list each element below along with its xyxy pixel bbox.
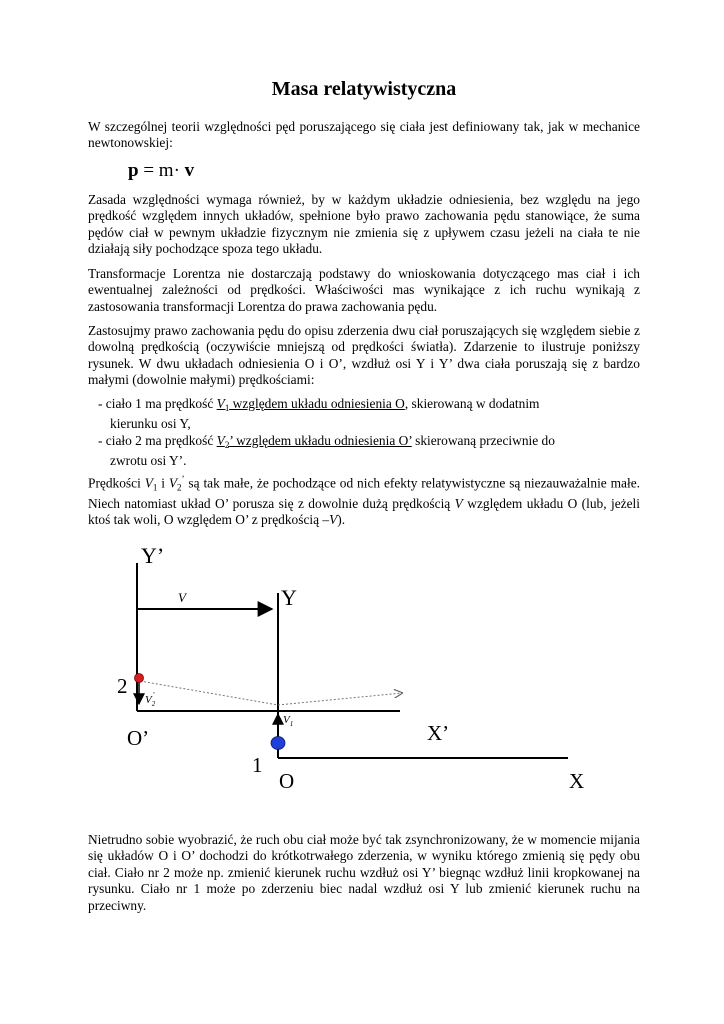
lorentz-paragraph: Transformacje Lorentza nie dostarczają podstawy do wnioskowania dotyczącego mas ciał i ich ewentualnej zależności od prędkości. Właściwości mas wynikające z ich ruchu wynikają z zastosowania transformacji Lorentza do prawa zachowania pędu. [88, 266, 640, 314]
label-yprime: Y’ [141, 543, 165, 568]
label-xprime: X’ [427, 721, 450, 745]
label-v: V [178, 590, 186, 605]
body-2 [135, 674, 144, 683]
formula-dot: · [173, 160, 185, 181]
label-body-2: 2 [117, 674, 128, 698]
formula-eq: = m [138, 160, 174, 181]
body-1 [271, 737, 285, 750]
label-body-1: 1 [252, 753, 263, 777]
dotted-trajectory-in [140, 681, 278, 705]
label-o: O [279, 769, 295, 793]
body-1-velocity-link: $V_1$ względem układu odniesienia O [216, 396, 405, 413]
label-oprime: O’ [127, 726, 150, 750]
list-item-body-1: - ciało 1 ma prędkość $V_1$ względem układu odniesienia O, skierowaną w dodatnim kierunku osi Y, [98, 396, 540, 432]
velocities-paragraph: Prędkości $V_1$ i $V_2^’$ są tak małe, że pochodzące od nich efekty relatywistyczne są niezauważalnie małe. Niech natomiast układ O’ porusza się z dowolnie dużą prędkością V względem układu O (lub, jeżeli ktoś tak woli, O względem O’ z prędkością –V). [88, 474, 640, 528]
label-v1: $V_1$ [283, 714, 294, 728]
dotted-trajectory-out [278, 693, 402, 705]
intro-paragraph: W szczególnej teorii względności pęd poruszającego się ciała jest definiowany tak, jak w mechanice newtonowskiej: [88, 119, 640, 151]
formula-p: p [128, 160, 139, 181]
closing-paragraph: Nietrudno sobie wyobrazić, że ruch obu ciał może być tak zsynchronizowany, że w momencie mijania się układów O i O’ dochodzi do krótkotrwałego zderzenia, w wyniku którego zmienią się pędy obu ciał. Ciało nr 2 może np. zmienić kierunek ruchu wzdłuż osi Y’ biegnąc wzdłuż linii kropkowanej na rysunku. Ciało nr 1 może po zderzeniu biec nadal wzdłuż osi Y lub zmienić kierunek ruchu na przeciwny. [88, 832, 640, 913]
body-2-velocity-link: $V_2$’ względem układu odniesienia O’ [216, 433, 412, 450]
page-title: Masa relatywistyczna [271, 78, 457, 100]
relativity-paragraph: Zasada względności wymaga również, by w każdym układzie odniesienia, bez względu na jego prędkość względem innych układów, spełnione było prawo zachowania pędu stanowiące, że suma pędów ciał w pewnym układzie fizycznym nie zmienia się z upływem czasu jeżeli na ciała te nie działają siły pochodzące spoza tego układu. [88, 192, 640, 257]
label-x: X [569, 769, 585, 793]
label-y: Y [281, 585, 297, 610]
label-v2prime: $V_2$’ [145, 691, 156, 708]
collision-paragraph: Zastosujmy prawo zachowania pędu do opisu zderzenia dwu ciał poruszających się względem siebie z dowolną prędkością (oczywiście mniejszą od prędkości światła). Zdarzenie to ilustruje poniższy rysunek. W dwu układach odniesienia O i O’, wzdłuż osi Y i Y’ dwa ciała poruszają się z bardzo małymi (dowolnie małymi) prędkościami: [88, 323, 640, 388]
formula-v: v [184, 160, 195, 181]
list-item-body-2: - ciało 2 ma prędkość $V_2$’ względem układu odniesienia O’ skierowaną przeciwnie do zwrotu osi Y’. [98, 433, 555, 469]
